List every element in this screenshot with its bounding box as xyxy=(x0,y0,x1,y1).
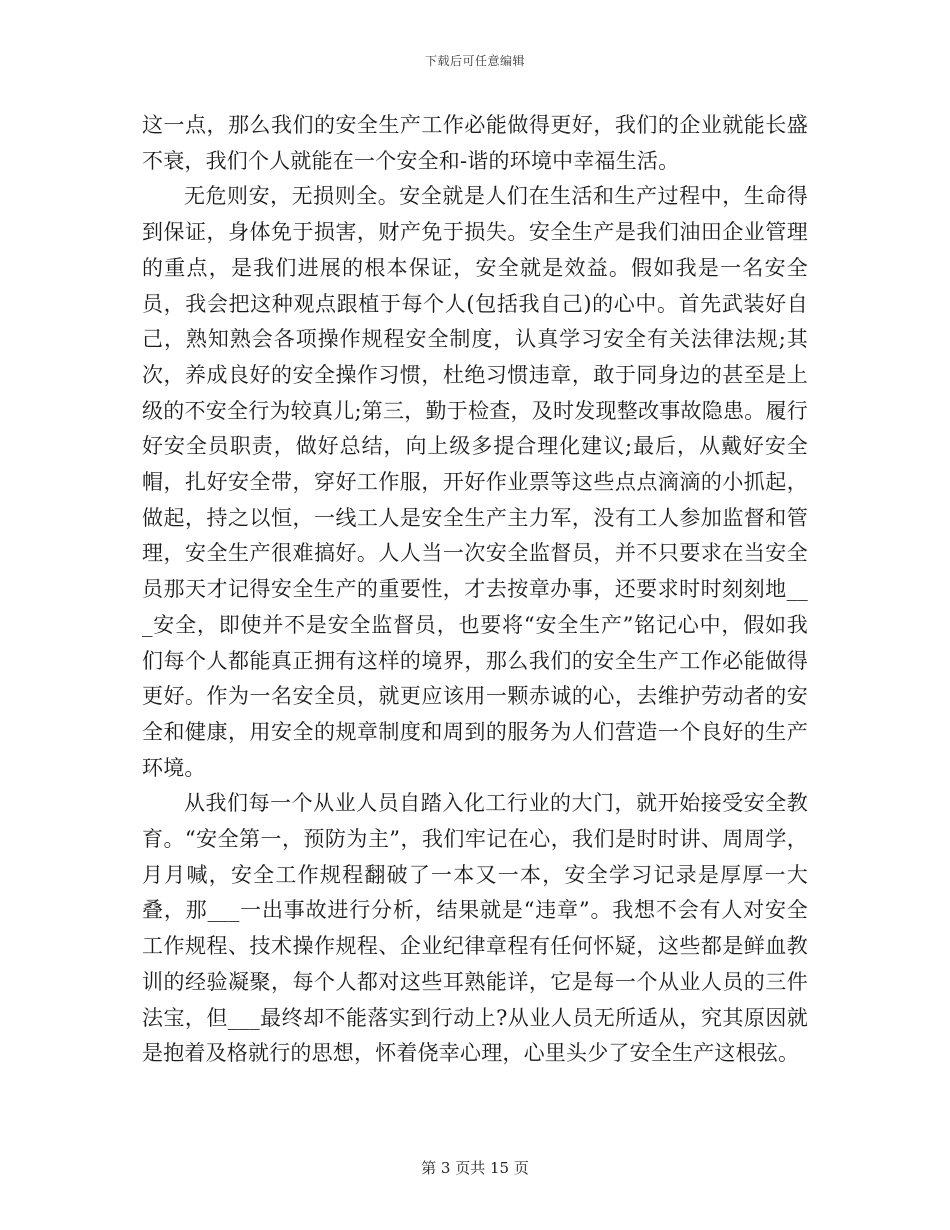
paragraph-safety-officer: 无危则安，无损则全。安全就是人们在生活和生产过程中，生命得到保证，身体免于损害，财产免于损失。安全生产是我们油田企业管理的重点，是我们进展的根本保证，安全就是效益。假如我是一名安全员，我会把这种观点跟植于每个人(包括我自己)的心中。首先武装好自己，熟知熟会各项操作规程安全制度，认真学习安全有关法律法规;其次，养成良好的安全操作习惯，杜绝习惯违章，敢于同身边的甚至是上级的不安全行为较真儿;第三，勤于检查，及时发现整改事故隐患。履行好安全员职责，做好总结，向上级多提合理化建议;最后，从戴好安全帽，扎好安全带，穿好工作服，开好作业票等这些点点滴滴的小抓起，做起，持之以恒，一线工人是安全生产主力军，没有工人参加监督和管理，安全生产很难搞好。人人当一次安全监督员，并不只要求在当安全员那天才记得安全生产的重要性，才去按章办事，还要求时时刻刻地___安全，即使并不是安全监督员，也要将“安全生产”铭记心中，假如我们每个人都能真正拥有这样的境界，那么我们的安全生产工作必能做得更好。作为一名安全员，就更应该用一颗赤诚的心，去维护劳动者的安全和健康，用安全的规章制度和周到的服务为人们营造一个良好的生产环境。 xyxy=(142,184,808,780)
page-number-footer: 第 3 页共 15 页 xyxy=(421,1159,529,1177)
paragraph-safety-education: 从我们每一个从业人员自踏入化工行业的大门，就开始接受安全教育。“安全第一，预防为主”，我们牢记在心，我们是时时讲、周周学，月月喊，安全工作规程翻破了一本又一本，安全学习记录是厚厚一大叠，那___一出事故进行分析，结果就是“违章”。我想不会有人对安全工作规程、技术操作规程、企业纪律章程有任何怀疑，这些都是鲜血教训的经验凝聚，每个人都对这些耳熟能详，它是每一个从业人员的三件法宝，但___最终却不能落实到行动上?从业人员无所适从，究其原因就是抱着及格就行的思想，怀着侥幸心理，心里头少了安全生产这根弦。 xyxy=(142,791,808,1066)
paragraph-continuation: 这一点，那么我们的安全生产工作必能做得更好，我们的企业就能长盛不衰，我们个人就能在一个安全和-谐的环境中幸福生活。 xyxy=(142,113,808,173)
document-body xyxy=(142,108,808,1072)
page-header-note: 下载后可任意编辑 xyxy=(424,54,525,68)
